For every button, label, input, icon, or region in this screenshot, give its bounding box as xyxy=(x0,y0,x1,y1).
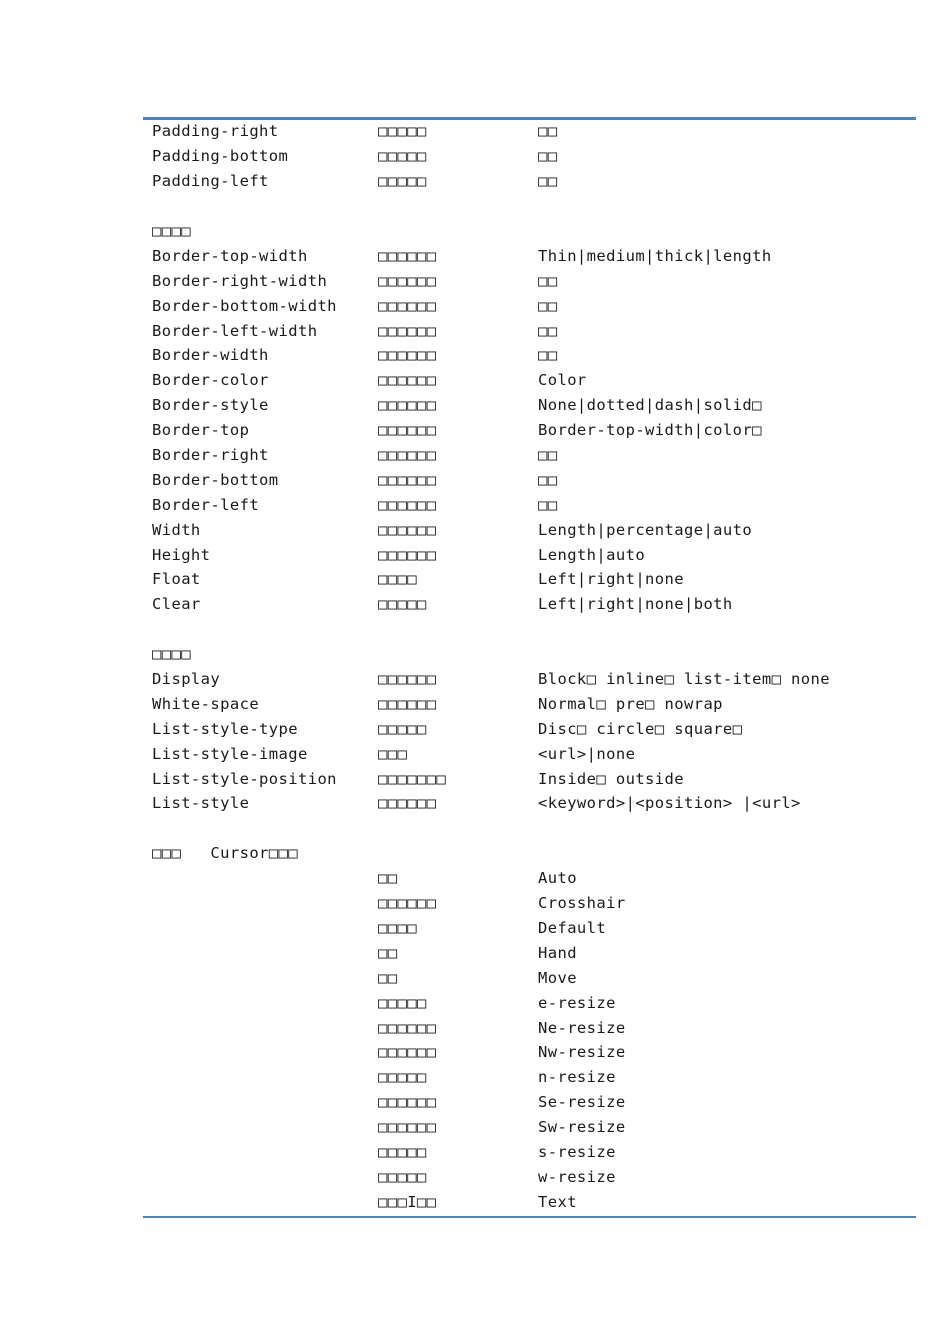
property-description: □□□□□□ xyxy=(378,794,437,813)
property-values: □□ xyxy=(538,271,558,290)
property-values: Se-resize xyxy=(538,1093,626,1112)
table-row xyxy=(152,1164,912,1189)
section-heading xyxy=(152,642,912,667)
property-name: Padding-bottom xyxy=(152,147,289,166)
table-row xyxy=(152,567,912,592)
table-row xyxy=(152,368,912,393)
table-row xyxy=(152,916,912,941)
property-values: □□ xyxy=(538,346,558,365)
property-description: □□□□□ xyxy=(378,719,427,738)
property-description: □□□□□ xyxy=(378,1068,427,1087)
table-row xyxy=(152,1189,912,1214)
property-values: Left|right|none|both xyxy=(538,595,733,614)
property-values: Block□ inline□ list-item□ none xyxy=(538,670,830,689)
property-description: □□□□□□ xyxy=(378,1118,437,1137)
property-description: □□ xyxy=(378,869,398,888)
table-row xyxy=(152,965,912,990)
property-values: Length|percentage|auto xyxy=(538,520,753,539)
section-heading xyxy=(152,841,912,866)
property-name: Border-bottom xyxy=(152,470,279,489)
table-row xyxy=(152,343,912,368)
property-name: Border-right xyxy=(152,446,269,465)
property-description: □□□□□□ xyxy=(378,346,437,365)
property-description: □□□□□□ xyxy=(378,520,437,539)
css-property-table xyxy=(152,119,912,1214)
section-title: □□□□ xyxy=(152,222,191,240)
property-description: □□□□□□ xyxy=(378,694,437,713)
property-name: List-style xyxy=(152,794,250,813)
table-row xyxy=(152,393,912,418)
property-description: □□ xyxy=(378,968,398,987)
table-row xyxy=(152,667,912,692)
table-row xyxy=(152,741,912,766)
section-heading xyxy=(152,219,912,244)
property-description: □□□□□□ xyxy=(378,246,437,265)
property-description: □□□□□□ xyxy=(378,396,437,415)
section-title: □□□ Cursor□□□ xyxy=(152,844,298,863)
property-name: Height xyxy=(152,545,211,564)
property-name: List-style-position xyxy=(152,769,337,788)
section-title: □□□□ xyxy=(152,645,191,664)
property-description: □□□□□ xyxy=(378,122,427,141)
property-values: Crosshair xyxy=(538,894,626,913)
property-description: □□□□□□ xyxy=(378,670,437,689)
property-description: □□□□□ xyxy=(378,595,427,614)
property-name: Clear xyxy=(152,595,201,614)
property-description: □□□□ xyxy=(378,570,417,589)
table-row xyxy=(152,169,912,194)
table-row xyxy=(152,418,912,443)
property-values: □□ xyxy=(538,446,558,465)
property-values: <url>|none xyxy=(538,744,636,763)
table-row xyxy=(152,243,912,268)
property-name: Border-top xyxy=(152,421,250,440)
property-description: □□□□□□ xyxy=(378,446,437,465)
property-name: Padding-right xyxy=(152,122,279,141)
property-description: □□□ xyxy=(378,744,408,763)
property-name: Border-bottom-width xyxy=(152,296,337,315)
property-name: Float xyxy=(152,570,201,589)
table-row xyxy=(152,1040,912,1065)
property-values: □□ xyxy=(538,321,558,340)
table-row xyxy=(152,940,912,965)
property-name: White-space xyxy=(152,694,260,713)
property-description: □□□□□□ xyxy=(378,1093,437,1112)
table-row xyxy=(152,119,912,144)
property-description: □□□□□□ xyxy=(378,271,437,290)
property-values: w-resize xyxy=(538,1167,616,1186)
property-description: □□□□□□ xyxy=(378,470,437,489)
property-description: □□ xyxy=(378,943,398,962)
property-description: □□□I□□ xyxy=(378,1192,437,1211)
property-name: Border-left-width xyxy=(152,321,318,340)
table-row xyxy=(152,517,912,542)
property-values: Hand xyxy=(538,943,577,962)
property-name: Border-top-width xyxy=(152,246,308,265)
property-values: Sw-resize xyxy=(538,1118,626,1137)
property-name: Display xyxy=(152,670,221,689)
table-row xyxy=(152,492,912,517)
table-row xyxy=(152,443,912,468)
property-values: □□ xyxy=(538,147,558,166)
property-description: □□□□□□ xyxy=(378,495,437,514)
property-values: Inside□ outside xyxy=(538,769,684,788)
property-values: Text xyxy=(538,1192,577,1211)
table-row xyxy=(152,293,912,318)
property-values: □□ xyxy=(538,296,558,315)
property-values: Ne-resize xyxy=(538,1018,626,1037)
property-description: □□□□□□□ xyxy=(378,769,447,788)
property-name: List-style-type xyxy=(152,719,298,738)
property-name: Border-left xyxy=(152,495,260,514)
table-row xyxy=(152,691,912,716)
property-values: □□ xyxy=(538,172,558,191)
table-row xyxy=(152,716,912,741)
section-spacer xyxy=(152,617,912,642)
property-values: Normal□ pre□ nowrap xyxy=(538,694,723,713)
property-values: s-resize xyxy=(538,1142,616,1161)
table-row xyxy=(152,1115,912,1140)
property-description: □□□□□□ xyxy=(378,1018,437,1037)
property-values: □□ xyxy=(538,122,558,141)
table-row xyxy=(152,866,912,891)
property-name: Width xyxy=(152,520,201,539)
property-values: Default xyxy=(538,918,607,937)
table-row xyxy=(152,990,912,1015)
table-row xyxy=(152,592,912,617)
property-description: □□□□□ xyxy=(378,172,427,191)
table-row xyxy=(152,542,912,567)
property-description: □□□□ xyxy=(378,918,417,937)
property-description: □□□□□□ xyxy=(378,545,437,564)
property-description: □□□□□ xyxy=(378,993,427,1012)
property-values: <keyword>|<position> |<url> xyxy=(538,794,801,813)
property-name: Border-style xyxy=(152,396,269,415)
property-name: Border-color xyxy=(152,371,269,390)
table-row xyxy=(152,791,912,816)
table-row xyxy=(152,467,912,492)
property-values: □□ xyxy=(538,495,558,514)
table-row xyxy=(152,1140,912,1165)
table-row xyxy=(152,766,912,791)
table-bottom-rule xyxy=(143,1216,916,1218)
table-row xyxy=(152,268,912,293)
property-values: Thin|medium|thick|length xyxy=(538,246,772,265)
property-description: □□□□□ xyxy=(378,147,427,166)
property-name: List-style-image xyxy=(152,744,308,763)
property-description: □□□□□□ xyxy=(378,296,437,315)
table-row xyxy=(152,144,912,169)
table-row xyxy=(152,891,912,916)
property-name: Border-right-width xyxy=(152,271,328,290)
property-values: Auto xyxy=(538,869,577,888)
table-row xyxy=(152,318,912,343)
property-values: Disc□ circle□ square□ xyxy=(538,719,743,738)
table-row xyxy=(152,1015,912,1040)
table-row xyxy=(152,1090,912,1115)
property-values: Left|right|none xyxy=(538,570,684,589)
property-description: □□□□□ xyxy=(378,1142,427,1161)
property-values: Length|auto xyxy=(538,545,646,564)
property-values: Color xyxy=(538,371,587,390)
property-values: n-resize xyxy=(538,1068,616,1087)
property-name: Border-width xyxy=(152,346,269,365)
property-values: Nw-resize xyxy=(538,1043,626,1062)
property-description: □□□□□□ xyxy=(378,371,437,390)
property-values: □□ xyxy=(538,470,558,489)
property-description: □□□□□□ xyxy=(378,421,437,440)
property-description: □□□□□□ xyxy=(378,321,437,340)
property-description: □□□□□ xyxy=(378,1167,427,1186)
property-description: □□□□□□ xyxy=(378,1043,437,1062)
property-name: Padding-left xyxy=(152,172,269,191)
property-values: Border-top-width|color□ xyxy=(538,421,762,440)
property-values: Move xyxy=(538,968,577,987)
section-spacer xyxy=(152,816,912,841)
property-values: None|dotted|dash|solid□ xyxy=(538,396,762,415)
property-description: □□□□□□ xyxy=(378,894,437,913)
property-values: e-resize xyxy=(538,993,616,1012)
section-spacer xyxy=(152,194,912,219)
table-row xyxy=(152,1065,912,1090)
